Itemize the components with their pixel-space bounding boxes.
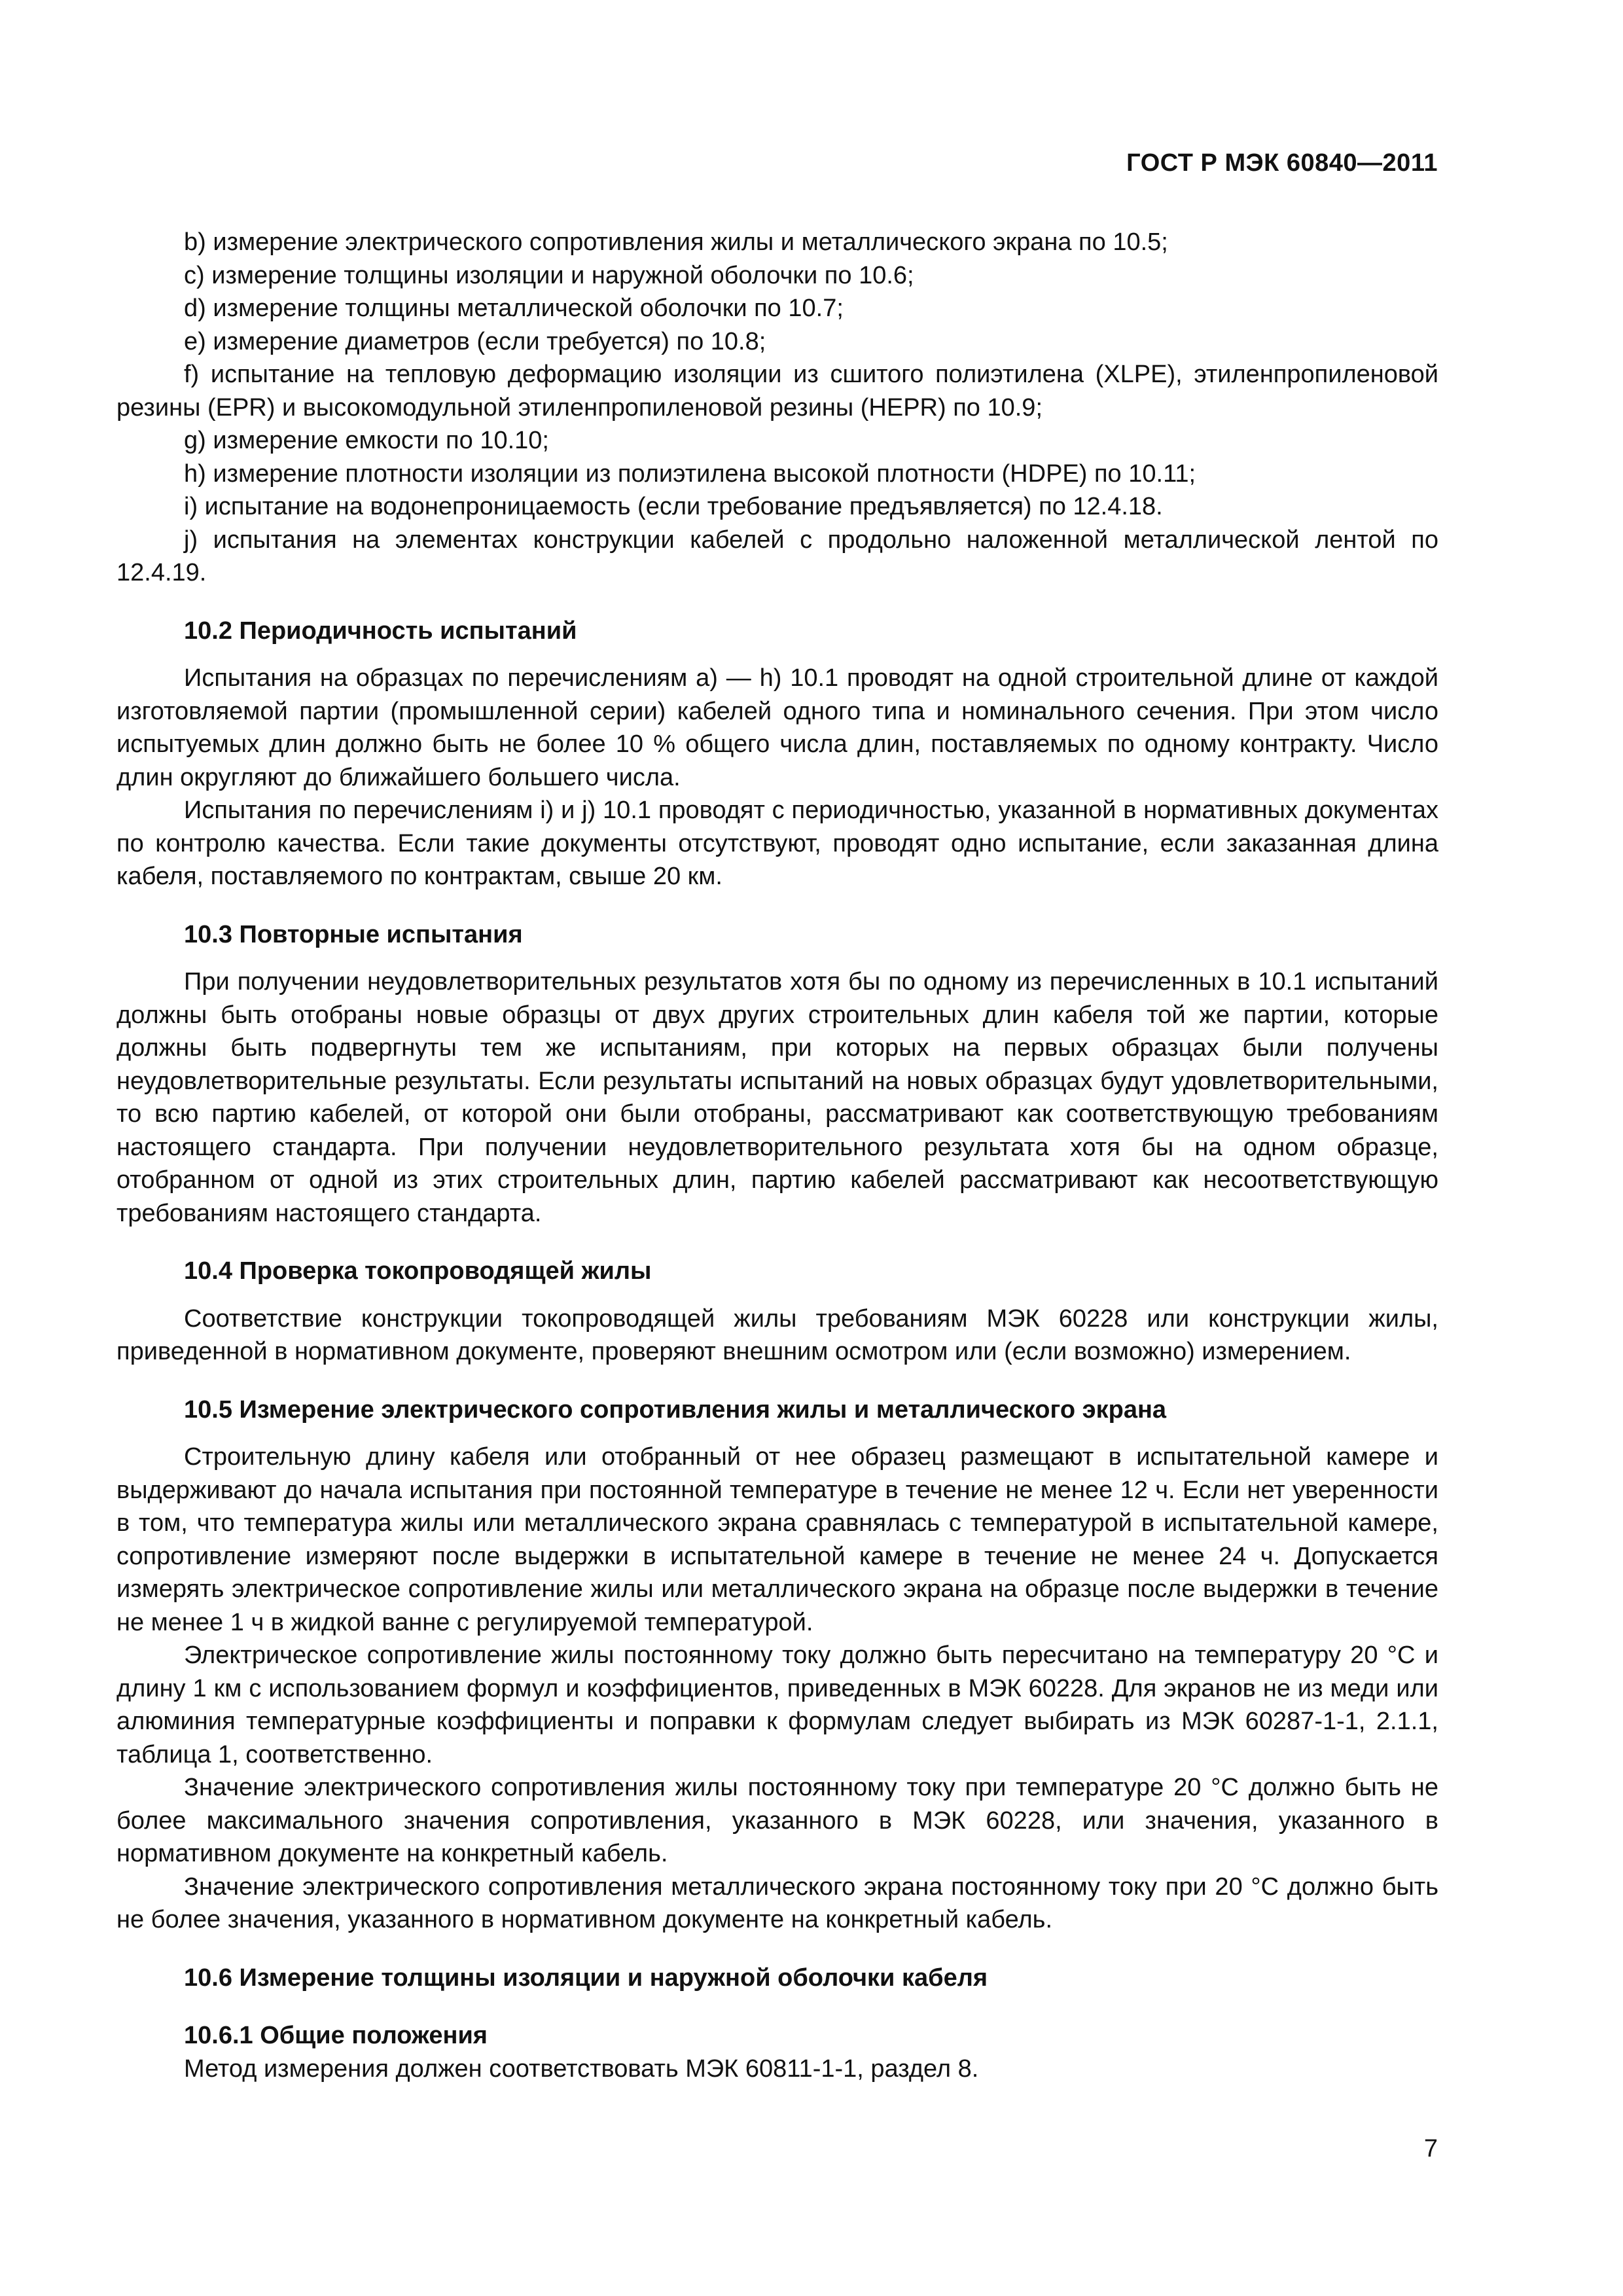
section-10-3-paragraph: При получении неудовлетворительных результатов хотя бы по одному из перечисленных в 10.1 испытаний должны быть отобраны новые образцы от двух других строительных длин кабеля той же партии, которые должны быть подвергнуты тем же испытаниям, при которых на первых образцах были получены неудовлетворительные результаты. Если результаты испытаний на новых образцах будут удовлетворительными, то всю партию кабелей, от которой они были отобраны, рассматривают как соответствующую требованиям настоящего стандарта. При получении неудовлетворительного результата хотя бы на одном образце, отобранном от одной из этих строительных длин, партию кабелей рассматривают как несоответствующую требованиям настоящего стандарта. — [116, 968, 1438, 1227]
list-item-g: g) измерение емкости по 10.10; — [184, 427, 549, 454]
section-heading-10-5: 10.5 Измерение электрического сопротивления жилы и металлического экрана — [184, 1395, 1167, 1424]
list-item-i: i) испытание на водонепроницаемость (если требование предъявляется) по 12.4.18. — [184, 493, 1163, 520]
list-item-j: j) испытания на элементах конструкции кабелей с продольно наложенной металлической лентой по 12.4.19. — [116, 526, 1438, 586]
section-10-6-1-paragraph: Метод измерения должен соответствовать МЭК 60811-1-1, раздел 8. — [184, 2054, 979, 2083]
section-heading-10-2: 10.2 Периодичность испытаний — [184, 617, 577, 645]
section-heading-10-6-1: 10.6.1 Общие положения — [184, 2022, 488, 2049]
page-number: 7 — [1423, 2135, 1438, 2162]
document-number-header: ГОСТ Р МЭК 60840—2011 — [1126, 149, 1438, 177]
list-item-c: c) измерение толщины изоляции и наружной оболочки по 10.6; — [184, 261, 914, 289]
section-10-2-paragraph: Испытания по перечислениям i) и j) 10.1 проводят с периодичностью, указанной в нормативных документах по контролю качества. Если такие документы отсутствуют, проводят одно испытание, если заказанная длина кабеля, поставляемого по контрактам, свыше 20 км. — [116, 797, 1438, 890]
page-body — [116, 226, 1438, 2085]
list-item-e: e) измерение диаметров (если требуется) по 10.8; — [184, 327, 766, 355]
list-item-f: f) испытание на тепловую деформацию изоляции из сшитого полиэтилена (XLPE), этиленпропиленовой резины (EPR) и высокомодульной этиленпропиленовой резины (HEPR) по 10.9; — [116, 361, 1438, 422]
section-heading-10-6: 10.6 Измерение толщины изоляции и наружной оболочки кабеля — [184, 1964, 988, 1992]
list-item-b: b) измерение электрического сопротивления жилы и металлического экрана по 10.5; — [184, 228, 1168, 256]
list-item-h: h) измерение плотности изоляции из полиэтилена высокой плотности (HDPE) по 10.11; — [184, 459, 1196, 488]
section-10-2-paragraph: Испытания на образцах по перечислениям a) — h) 10.1 проводят на одной строительной длине от каждой изготовляемой партии (промышленной серии) кабелей одного типа и номинального сечения. При этом число испытуемых длин должно быть не более 10 % общего числа длин, поставляемых по одному контракту. Число длин округляют до ближайшего большего числа. — [116, 664, 1438, 791]
section-10-5-paragraph: Электрическое сопротивление жилы постоянному току должно быть пересчитано на температуру 20 °С и длину 1 км с использованием формул и коэффициентов, приведенных в МЭК 60228. Для экранов не из меди или алюминия температурные коэффициенты и поправки к формулам следует выбирать из МЭК 60287-1-1, 2.1.1, таблица 1, соответственно. — [116, 1641, 1438, 1768]
section-heading-10-3: 10.3 Повторные испытания — [184, 920, 523, 948]
section-10-5-paragraph: Значение электрического сопротивления жилы постоянному току при температуре 20 °С должно быть не более максимального значения сопротивления, указанного в МЭК 60228, или значения, указанного в нормативном документе на конкретный кабель. — [116, 1774, 1438, 1867]
section-10-4-paragraph: Соответствие конструкции токопроводящей жилы требованиям МЭК 60228 или конструкции жилы, приведенной в нормативном документе, проверяют внешним осмотром или (если возможно) измерением. — [116, 1304, 1438, 1365]
section-10-5-paragraph: Значение электрического сопротивления металлического экрана постоянному току при 20 °С должно быть не более значения, указанного в нормативном документе на конкретный кабель. — [116, 1873, 1438, 1933]
section-10-5-paragraph: Строительную длину кабеля или отобранный от нее образец размещают в испытательной камере и выдерживают до начала испытания при постоянной температуре в течение не менее 12 ч. Если нет уверенности в том, что температура жилы или металлического экрана сравнялась с температурой в испытательной камере, сопротивление измеряют после выдержки в испытательной камере в течение не менее 24 ч. Допускается измерять электрическое сопротивление жилы или металлического экрана на образце после выдержки в течение не менее 1 ч в жидкой ванне с регулируемой температурой. — [116, 1443, 1438, 1636]
section-heading-10-4: 10.4 Проверка токопроводящей жилы — [184, 1257, 652, 1285]
list-item-d: d) измерение толщины металлической оболочки по 10.7; — [184, 295, 844, 322]
